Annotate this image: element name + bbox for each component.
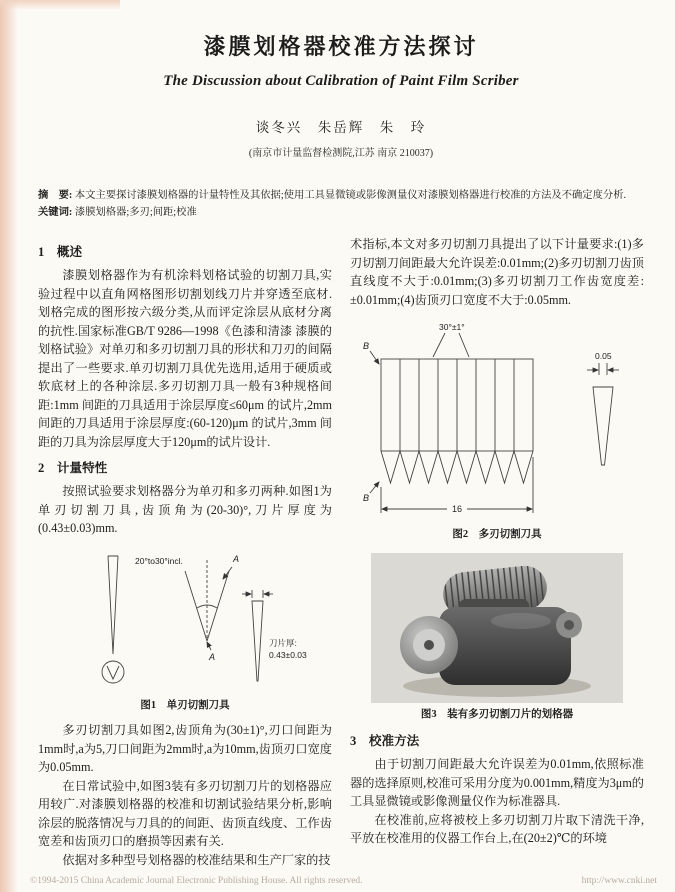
paper-page xyxy=(38,24,644,869)
paragraph-overview: 漆膜划格器作为有机涂料划格试验的切割刀具,实验过程中以直角网格图形切割划线刀片并穿透至底材.划格完成的图形按六级分类,从而评定涂层从底材分离的抗性.国家标准GB/T 9286—1998《色漆和清漆 漆膜的划格试验》对单刃和多刃切割刀具的形状和刀刃的间隔提出了一些要求.单刃切割刀具优先选用,适用于硬质或软底材上的各种涂层.多刃切割刀具一般有3种规格间距:1mm 间距的刀具适用于涂层厚度≤60μm 的试片,2mm 间距的刀具适用于涂层厚度:(60-120)μm 的试片,3mm 间距的刀具为涂层厚度大于120μm的试片设计. xyxy=(38,268,332,449)
tooth-tip-detail xyxy=(587,363,619,465)
paragraph-metrology-intro: 按照试验要求划格器分为单刃和多刃两种.如图1为单刃切割刀具,齿顶角为(20-30)°,刀片厚度为(0.43±0.03)mm. xyxy=(38,484,332,535)
paragraph-continuation-lead: 依据对多种型号划格器的校准结果和生产厂家的技 xyxy=(62,852,331,867)
keywords-text: 漆膜划格器;多刃;间距;校准 xyxy=(74,207,197,218)
figure-2-caption: 图2 多刃切割刀具 xyxy=(452,529,542,540)
affiliation: (南京市计量监督检测院,江苏 南京 210037) xyxy=(248,148,434,159)
scan-edge-artifact xyxy=(0,0,18,892)
authors: 谈冬兴 朱岳辉 朱 玲 xyxy=(255,120,427,135)
figure-1 xyxy=(38,546,332,716)
left-column xyxy=(38,235,332,869)
two-column-body xyxy=(38,235,644,869)
paragraph-multiblade: 多刃切割刀具如图2,齿顶角为(30±1)°,刃口间距为1mm时,a为5,刀口间距为2mm时,a为10mm,齿顶刃口宽度为0.05mm. xyxy=(38,723,332,774)
abstract-block xyxy=(38,187,644,221)
keywords-label: 关键词: xyxy=(38,207,73,218)
keywords-line xyxy=(38,204,644,221)
abstract-line xyxy=(38,187,644,204)
right-column xyxy=(350,235,644,869)
figure-2 xyxy=(350,317,644,545)
fig2-width-dim: 16 xyxy=(452,504,463,514)
fig1-section-label-top: A xyxy=(233,553,240,564)
figure-3 xyxy=(350,553,644,725)
paragraph-calibration-standard: 由于切割刀间距最大允许误差为0.01mm,依照标准器的选择原则,校准可采用分度为0.001mm,精度为3μm的工具显微镜或影像测量仪作为标准器具. xyxy=(350,757,644,808)
fig2-angle-label: 30°±1° xyxy=(439,322,465,332)
blade-front-view xyxy=(102,556,124,683)
fig1-thickness-value: 0.43±0.03 xyxy=(269,649,307,660)
fig1-thickness-label: 刀片厚: xyxy=(269,637,297,648)
paragraph-calibration-prep: 在校准前,应将被校上多刃切割刀片取下清洗干净,平放在校准用的仪器工作台上,在(20±2)℃的环境 xyxy=(350,812,644,845)
paper-title: 漆膜划格器校准方法探讨 xyxy=(203,34,479,59)
scan-corner-artifact xyxy=(0,0,120,10)
scriber-photo xyxy=(371,553,623,703)
fig1-angle-label: 20°to30°incl. xyxy=(135,555,183,566)
section-heading-overview: 1 概述 xyxy=(38,245,83,259)
abstract-text: 本文主要探讨漆膜划格器的计量特性及其依据;使用工具显微镜或影像测量仪对漆膜划格器进行校准的方法及不确定度分析. xyxy=(74,190,627,201)
paragraph-daily-test: 在日常试验中,如图3装有多刃切割刀片的划格器应用较广.对漆膜划格器的校准和切割试验结果分析,影响涂层的脱落情况与刀具的的间距、齿顶直线度、工作齿宽差和齿顶刃口的磨损等因素有关. xyxy=(38,778,332,848)
abstract-label: 摘 要: xyxy=(38,190,73,201)
blade-angle-fan xyxy=(185,560,232,650)
fig1-section-label-bottom: A xyxy=(209,651,216,662)
watermark-url: http://www.cnki.net xyxy=(581,876,657,886)
paragraph-requirements: 术指标,本文对多刃切割刀具提出了以下计量要求:(1)多刃切割刀间距最大允许误差:0.01mm;(2)多刃切割刀齿顶直线度不大于:0.01mm;(3)多刃切割刀工作齿宽度差:±0.01mm;(4)齿顶刃口宽度不大于:0.05mm. xyxy=(350,237,644,307)
section-heading-calibration: 3 校准方法 xyxy=(350,734,420,748)
paper-title-english: The Discussion about Calibration of Paint Film Scriber xyxy=(163,73,519,89)
section-arrows xyxy=(370,351,379,493)
single-blade-diagram xyxy=(47,546,323,694)
section-heading-metrology: 2 计量特性 xyxy=(38,461,108,475)
watermark-text: ©1994-2015 China Academic Journal Electronic Publishing House. All rights reserved. xyxy=(30,876,363,886)
blade-side-profile xyxy=(242,590,273,681)
figure-1-caption: 图1 单刃切割刀具 xyxy=(140,699,230,711)
multi-blade-diagram xyxy=(355,317,639,523)
fig2-tip-width: 0.05 xyxy=(595,351,612,361)
comb-body xyxy=(381,333,533,483)
figure-3-caption: 图3 装有多刃切割刀片的划格器 xyxy=(420,708,574,720)
footer-watermark xyxy=(30,876,657,886)
fig2-section-label-bottom: B xyxy=(363,493,370,503)
fig2-section-label-top: B xyxy=(363,341,370,351)
